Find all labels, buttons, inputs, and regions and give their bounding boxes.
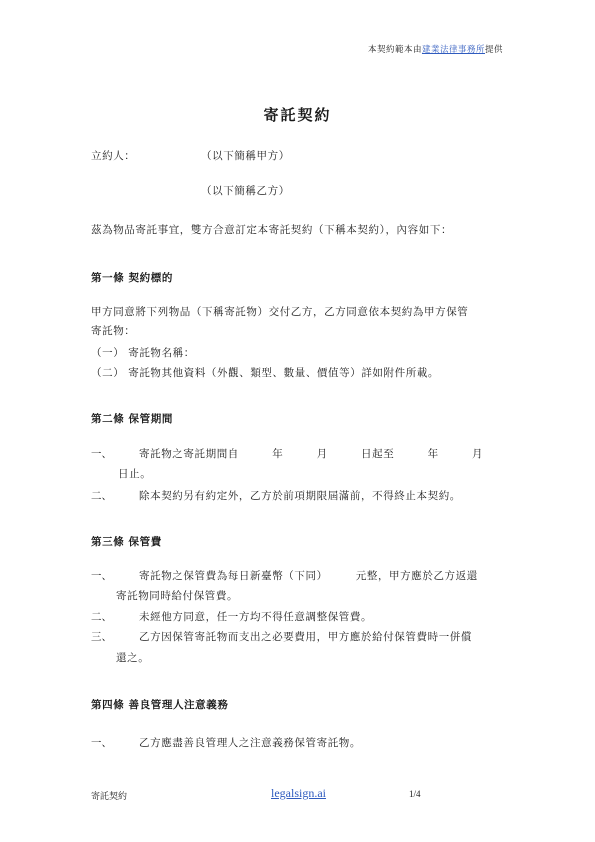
footer-legalsign-link[interactable]: legalsign.ai — [271, 786, 326, 800]
article3-p1-number: 一、 — [91, 570, 112, 582]
article1-item2: （二） 寄託物其他資料（外觀、類型、數量、價值等）詳如附件所載。 — [91, 367, 440, 379]
article2-p2-number: 二、 — [91, 490, 112, 502]
intro-text: 茲為物品寄託事宜，雙方合意訂定本寄託契約（下稱本契約），內容如下： — [91, 224, 453, 236]
article2-p1-text: 寄託物之寄託期間自 年 月 日起至 年 月 — [139, 448, 484, 460]
article3-p3-number: 三、 — [91, 631, 112, 643]
article3-p2-text: 未經他方同意，任一方均不得任意調整保管費。 — [139, 611, 373, 623]
header-suffix: 提供 — [484, 45, 503, 55]
article2-p2-text: 除本契約另有約定外，乙方於前項期限屆滿前，不得終止本契約。 — [139, 490, 461, 502]
article3-p3-text: 乙方因保管寄託物而支出之必要費用，甲方應於給付保管費時一併償 — [139, 631, 472, 643]
header-prefix: 本契約範本由 — [367, 45, 422, 55]
law-firm-link[interactable]: 建業法律事務所 — [421, 45, 485, 55]
article3-heading: 第三條 保管費 — [91, 536, 162, 548]
article3-p1-text: 寄託物之保管費為每日新臺幣（下同） 元整，甲方應於乙方返還 — [139, 570, 478, 582]
article4-p1-number: 一、 — [91, 737, 112, 749]
header-note — [368, 43, 503, 55]
article4-p1-text: 乙方應盡善良管理人之注意義務保管寄託物。 — [139, 737, 361, 749]
document-title: 寄託契約 — [263, 106, 332, 124]
article1-text-line2: 寄託物： — [91, 325, 136, 337]
article3-p3-cont: 還之。 — [116, 652, 150, 664]
party-b-label: （以下簡稱乙方） — [201, 185, 290, 197]
article1-heading: 第一條 契約標的 — [91, 272, 173, 284]
footer-page-number: 1/4 — [409, 789, 421, 799]
article3-p2-number: 二、 — [91, 611, 112, 623]
article2-p1-cont: 日止。 — [118, 468, 152, 480]
party-a-label: （以下簡稱甲方） — [201, 150, 290, 162]
article1-item1: （一） 寄託物名稱： — [91, 347, 195, 359]
article2-p1-number: 一、 — [91, 448, 112, 460]
footer-document-name: 寄託契約 — [91, 792, 128, 802]
article2-heading: 第二條 保管期間 — [91, 413, 173, 425]
article1-text-line1: 甲方同意將下列物品（下稱寄託物）交付乙方，乙方同意依本契約為甲方保管 — [91, 306, 469, 318]
parties-label: 立約人： — [91, 150, 136, 162]
article3-p1-cont: 寄託物同時給付保管費。 — [116, 590, 239, 602]
article4-heading: 第四條 善良管理人注意義務 — [91, 699, 229, 711]
